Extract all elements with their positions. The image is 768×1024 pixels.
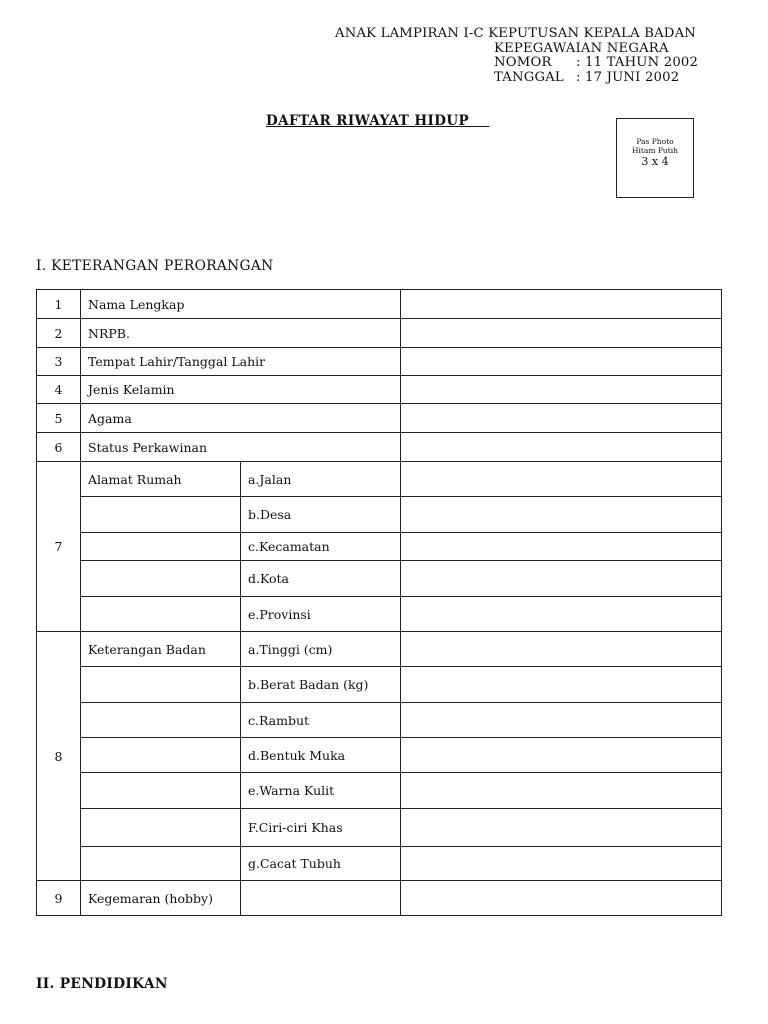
- photo-label-2: Hitam Putih: [631, 146, 679, 155]
- table-row: [37, 319, 722, 348]
- header-line-2: KEPEGAWAIAN NEGARA: [494, 40, 669, 56]
- photo-box: [616, 118, 694, 198]
- sub-label: a.Tinggi (cm): [241, 632, 401, 667]
- header-line-1: ANAK LAMPIRAN I-C KEPUTUSAN KEPALA BADAN: [335, 26, 697, 41]
- table-row: [37, 881, 722, 916]
- row-number: 2: [37, 319, 81, 348]
- empty-cell: [81, 847, 241, 881]
- personal-info-table: [36, 289, 722, 916]
- row-number: 4: [37, 376, 81, 404]
- value-cell[interactable]: [401, 847, 722, 881]
- row-label: Keterangan Badan: [81, 632, 241, 667]
- photo-size: 3 x 4: [641, 155, 669, 168]
- table-row: [37, 404, 722, 433]
- value-cell[interactable]: [401, 319, 722, 348]
- empty-cell: [81, 561, 241, 597]
- row-number: 8: [37, 632, 81, 881]
- table-row: [37, 497, 722, 533]
- row-number: 7: [37, 462, 81, 632]
- value-cell[interactable]: [401, 404, 722, 433]
- value-cell[interactable]: [401, 497, 722, 533]
- row-number: 6: [37, 433, 81, 462]
- empty-cell: [81, 497, 241, 533]
- table-row: [37, 290, 722, 319]
- sub-label: a.Jalan: [241, 462, 401, 497]
- value-cell[interactable]: [401, 809, 722, 847]
- sub-label: d.Kota: [241, 561, 401, 597]
- table-row: [37, 632, 722, 667]
- table-row: [37, 348, 722, 376]
- value-cell[interactable]: [401, 533, 722, 561]
- nomor-value: : 11 TAHUN 2002: [576, 55, 699, 70]
- row-number: 9: [37, 881, 81, 916]
- empty-cell: [81, 533, 241, 561]
- empty-cell: [81, 667, 241, 703]
- row-label: Alamat Rumah: [81, 462, 241, 497]
- value-cell[interactable]: [401, 632, 722, 667]
- photo-label-1: Pas Photo: [636, 137, 674, 146]
- table-row: [37, 376, 722, 404]
- empty-cell: [81, 703, 241, 738]
- value-cell[interactable]: [401, 738, 722, 773]
- document-header: [335, 27, 698, 85]
- table-row: [37, 847, 722, 881]
- empty-cell: [81, 809, 241, 847]
- row-number: 3: [37, 348, 81, 376]
- value-cell[interactable]: [401, 376, 722, 404]
- header-nomor: [335, 56, 698, 71]
- table-row: [37, 703, 722, 738]
- table-row: [37, 738, 722, 773]
- table-row: [37, 533, 722, 561]
- table-row: [37, 773, 722, 809]
- empty-cell: [81, 738, 241, 773]
- document-title: DAFTAR RIWAYAT HIDUP: [266, 113, 470, 129]
- table-row: [37, 597, 722, 632]
- sub-label: g.Cacat Tubuh: [241, 847, 401, 881]
- section-2-title: II. PENDIDIKAN: [36, 976, 168, 992]
- row-number: 5: [37, 404, 81, 433]
- value-cell[interactable]: [401, 561, 722, 597]
- value-cell[interactable]: [401, 667, 722, 703]
- row-label: Nama Lengkap: [81, 290, 401, 319]
- value-cell[interactable]: [401, 462, 722, 497]
- sub-label: b.Desa: [241, 497, 401, 533]
- sub-label: e.Warna Kulit: [241, 773, 401, 809]
- empty-cell: [81, 597, 241, 632]
- table-row: [37, 809, 722, 847]
- value-cell[interactable]: [401, 290, 722, 319]
- sub-label: d.Bentuk Muka: [241, 738, 401, 773]
- sub-label: F.Ciri-ciri Khas: [241, 809, 401, 847]
- sub-label: c.Rambut: [241, 703, 401, 738]
- empty-cell: [241, 881, 401, 916]
- value-cell[interactable]: [401, 597, 722, 632]
- header-tanggal: [335, 71, 698, 86]
- nomor-label: NOMOR: [494, 55, 552, 70]
- value-cell[interactable]: [401, 773, 722, 809]
- section-1-title: I. KETERANGAN PERORANGAN: [36, 258, 274, 274]
- row-label: NRPB.: [81, 319, 401, 348]
- row-label: Agama: [81, 404, 401, 433]
- sub-label: b.Berat Badan (kg): [241, 667, 401, 703]
- row-label: Status Perkawinan: [81, 433, 401, 462]
- row-label: Jenis Kelamin: [81, 376, 401, 404]
- sub-label: e.Provinsi: [241, 597, 401, 632]
- empty-cell: [81, 773, 241, 809]
- table-row: [37, 433, 722, 462]
- row-label: Kegemaran (hobby): [81, 881, 241, 916]
- row-label: Tempat Lahir/Tanggal Lahir: [81, 348, 401, 376]
- table-row: [37, 462, 722, 497]
- tanggal-label: TANGGAL: [494, 69, 564, 85]
- value-cell[interactable]: [401, 881, 722, 916]
- value-cell[interactable]: [401, 348, 722, 376]
- table-row: [37, 667, 722, 703]
- sub-label: c.Kecamatan: [241, 533, 401, 561]
- value-cell[interactable]: [401, 433, 722, 462]
- row-number: 1: [37, 290, 81, 319]
- table-row: [37, 561, 722, 597]
- value-cell[interactable]: [401, 703, 722, 738]
- tanggal-value: : 17 JUNI 2002: [576, 69, 680, 85]
